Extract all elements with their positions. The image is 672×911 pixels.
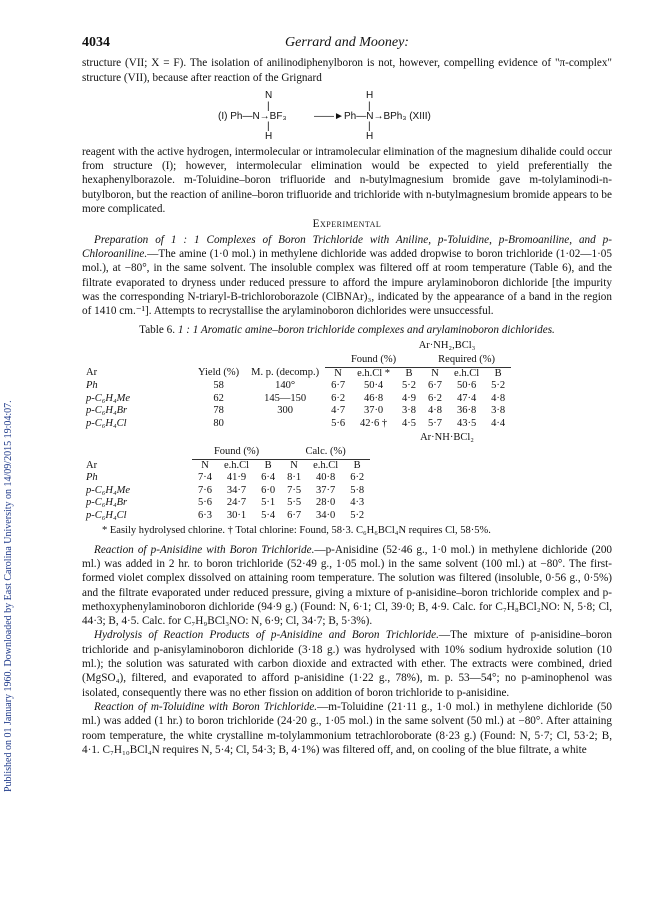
table-cell: 58 (213, 380, 224, 392)
running-title: Gerrard and Mooney: (285, 35, 409, 50)
table-cell: Ph (86, 472, 98, 484)
scheme-bond-bottom-right: | (368, 120, 371, 132)
part1-header-cell: e.h.Cl * (357, 367, 391, 379)
table-cell: 4·3 (350, 497, 365, 509)
table-cell: p-C₆H₄Me (86, 484, 131, 496)
table-cell: 36·8 (456, 405, 477, 417)
table-cell: 5·8 (350, 484, 365, 496)
table-cell: p-C₆H₄Cl (86, 417, 127, 429)
table-cell: 7·5 (287, 484, 302, 496)
reaction-paragraph-1 (82, 543, 612, 629)
table-cell: 37·0 (363, 405, 384, 417)
table-cell: 5·5 (287, 497, 302, 509)
table-cell: 6·2 (331, 392, 346, 404)
table-cell: 5·1 (261, 497, 276, 509)
table-cell: 7·6 (198, 484, 212, 496)
paper-page (82, 36, 612, 757)
table-cell: 30·1 (226, 509, 247, 521)
table-cell: p-C₆H₄Me (86, 392, 131, 404)
reaction-paragraph-2 (82, 628, 612, 699)
table-cell: 34·7 (226, 484, 247, 496)
part1-header-cell: N (431, 367, 439, 379)
part1-header-cell: M. p. (decomp.) (251, 367, 320, 379)
table-row (86, 472, 370, 485)
table-part1-column-headers (86, 367, 511, 380)
table-cell: 6·4 (261, 472, 276, 484)
table-part1-body (86, 380, 511, 430)
table-cell: 5·2 (350, 509, 365, 521)
table-cell: 4·4 (491, 417, 506, 429)
table-cell: 7·4 (198, 472, 212, 484)
part2-found-label: Found (%) (192, 446, 281, 459)
download-watermark (2, 120, 16, 800)
table-cell (245, 418, 325, 431)
table-part2-group-header (86, 446, 370, 459)
table-cell: 78 (213, 405, 224, 417)
part2-header-cell: e.h.Cl (224, 459, 250, 471)
reaction-3-body: —m-Toluidine (21·11 g., 1·0 mol.) in methylene dichloride (50 ml.) was added (1 hr.) to boron trichloride (24·20 g., 1·05 mol.) in the same solvent (50 ml.) at −80°. After attaining room temperature, the white crystalline m-tolylammonium tetrachloroborate (8·23 g.) (Found: N, 5·7; Cl, 53·2; B, 4·1. C₇H₁₀BCl₄N requires N, 5·4; Cl, 54·3; B, 4·1%) was filtered off, and, on cooling of the blue filtrate, a white (82, 700, 612, 756)
table-row (86, 485, 370, 498)
table-part1-compound: Ar·NH₂,BCl₃ (418, 339, 476, 351)
table-row (86, 405, 511, 418)
intro-paragraph: structure (VII; X = F). The isolation of anilinodiphenylboron is not, however, compelling evidence of "π-complex" structure (VII), because after reaction of the Grignard (82, 57, 612, 84)
table-caption (102, 323, 592, 337)
table-footnote: * Easily hydrolysed chlorine. † Total chlorine: Found, 58·3. C₆H₆BCl₄N requires Cl, 58·5%. (102, 525, 491, 537)
part1-header-cell: N (334, 367, 342, 379)
scheme-bond-top-left: | (267, 100, 270, 112)
table-cell: 4·8 (491, 392, 506, 404)
table-cell: 6·2 (428, 392, 443, 404)
part1-required-label: Required (%) (422, 354, 511, 367)
table-cell: 5·4 (261, 509, 276, 521)
table-cell: 4·8 (428, 405, 443, 417)
part2-header-cell: e.h.Cl (313, 459, 339, 471)
part2-header-cell: B (264, 459, 272, 471)
table-cell: 3·8 (491, 405, 506, 417)
reaction-2-title: Hydrolysis of Reaction Products of p-Anisidine and Boron Trichloride. (94, 629, 439, 642)
part1-header-cell: Yield (%) (198, 367, 240, 379)
part1-header-cell: B (494, 367, 502, 379)
reaction-scheme (82, 87, 612, 143)
scheme-bond-top-right: | (368, 100, 371, 112)
table-cell: 5·2 (491, 380, 506, 392)
table-row (86, 380, 511, 393)
table-cell: 40·8 (316, 472, 336, 484)
table-cell: 24·7 (226, 497, 247, 509)
table-row (86, 393, 511, 406)
scheme-atom-h-bottom-left: H (265, 130, 273, 142)
table-label: Table 6. (139, 324, 176, 337)
table-cell: 5·6 (331, 417, 346, 429)
table-cell: 4·9 (402, 392, 417, 404)
part2-header-cell: Ar (86, 459, 98, 471)
table-cell: 6·2 (350, 472, 365, 484)
part1-header-cell: e.h.Cl (454, 367, 480, 379)
table-part2 (86, 446, 370, 522)
table-cell: 47·4 (456, 392, 477, 404)
table-cell: 6·7 (331, 380, 346, 392)
table-cell: 5·6 (198, 497, 212, 509)
table-cell: 50·6 (456, 380, 477, 392)
table-cell: 42·6 † (360, 417, 388, 429)
table-part2-body (86, 472, 370, 522)
table-cell: p-C₆H₄Br (86, 405, 128, 417)
table-cell: p-C₆H₄Cl (86, 509, 127, 521)
preparation-body: —The amine (1·0 mol.) in methylene dichloride was added dropwise to boron trichloride (1·02—1·05 mol.), at −80°, in the same solvent. The insoluble complex was filtered off at room temperature (Table 6), and the filtrate evaporated to dryness under reduced pressure to afford the impure arylaminoboron dichloride [the impurity was the corresponding N-triaryl-B-trichloroborazole (ClBNAr)₃, indicated by the appearance of a band in the region of 1410 cm.⁻¹]. Attempts to recrystallise the arylaminoboron dichlorides were unsuccessful. (82, 247, 612, 318)
scheme-arrow: ——► (314, 110, 344, 122)
part2-header-cell: B (353, 459, 361, 471)
page-number: 4034 (82, 35, 110, 50)
table-cell: 4·5 (402, 417, 417, 429)
paragraph-after-scheme: reagent with the active hydrogen, intermolecular or intramolecular elimination of the magnesium dihalide could occur from structure (I); however, intermolecular elimination would be expected to yield preferentially the hexaphenylborazole. m-Toluidine–boron trifluoride and n-butylmagnesium bromide gave m-tolylaminodi-n-butylboron, but the reaction of aniline–boron trifluoride and trichloride with n-butylmagnesium bromide appears to be more complicated. (82, 145, 612, 216)
table-cell: 6·7 (428, 380, 443, 392)
table-cell: 6·3 (198, 509, 212, 521)
reaction-paragraph-3 (82, 700, 612, 757)
table-title: 1 : 1 Aromatic amine–boron trichloride complexes and arylaminoboron dichlorides. (177, 324, 555, 337)
part1-found-label: Found (%) (325, 354, 422, 367)
table-cell: 80 (213, 417, 224, 429)
table-part2-column-headers (86, 459, 370, 472)
table-cell: 300 (277, 405, 293, 417)
table-cell: p-C₆H₄Br (86, 497, 128, 509)
scheme-atom-h-top: H (366, 89, 374, 101)
table-part2-compound: Ar·NH·BCl₂ (420, 432, 474, 444)
table-cell: 6·7 (287, 509, 302, 521)
experimental-heading: Experimental (312, 218, 382, 231)
scheme-left-species: (I) Ph—N→BF₃ (218, 110, 287, 122)
table-row (86, 418, 511, 431)
table-cell: 145—150 (264, 392, 307, 404)
table-part1 (86, 354, 511, 430)
scheme-right-species: Ph—N→BPh₃ (XIII) (344, 110, 431, 122)
table-cell: 50·4 (363, 380, 384, 392)
scheme-atom-n-top: N (265, 89, 273, 101)
table-cell: 4·7 (331, 405, 346, 417)
page-header (82, 36, 612, 50)
table-cell: 8·1 (287, 472, 302, 484)
table-cell: 41·9 (226, 472, 247, 484)
table-cell: 37·7 (316, 484, 336, 496)
table-cell: 28·0 (316, 497, 336, 509)
reaction-1-body: —p-Anisidine (52·46 g., 1·0 mol.) in methylene dichloride (200 ml.) was added in 2 hr. to boron trichloride (52·49 g., 1·05 mol.) in the same solvent (100 ml.) at −80°. The first-formed violet complex dissolved on attaining room temperature. The solution was filtered (insoluble, 0·56 g., 0·5%) and the filtrate evaporated under reduced pressure, giving a mixture of p-anisidine–boron trichloride complex and p-methoxyphenylaminoboron dichloride (94·9 g.) (Found: N, 6·1; Cl, 39·0; B, 4·9. Calc. for C₇H₈BCl₂NO: N, 5·8; Cl, 44·3; B, 4·5. Calc. for C₇H₉BCl₃NO: N, 6·9; Cl, 34·7; B, 5·3%). (82, 543, 613, 628)
table-cell: 43·5 (456, 417, 477, 429)
preparation-title: Preparation of 1 : 1 Complexes of Boron Trichloride with Aniline, p-Toluidine, p-Bromoaniline, and p-Chloroaniline. (82, 233, 612, 260)
table-cell: 6·0 (261, 484, 276, 496)
part2-calc-label: Calc. (%) (281, 446, 370, 459)
scheme-bond-bottom-left: | (267, 120, 270, 132)
table-cell: 140° (275, 380, 296, 392)
part1-header-cell: Ar (86, 367, 98, 379)
reaction-1-title: Reaction of p-Anisidine with Boron Trichloride. (94, 543, 315, 556)
table-cell: 5·2 (402, 380, 417, 392)
table-cell: 34·0 (316, 509, 336, 521)
reaction-2-body: —The mixture of p-anisidine–boron trichloride and p-anisylaminoboron dichloride (3·18 g.) was hydrolysed with 10% sodium hydroxide solution (10 ml.); the solution was saturated with carbon dioxide and extracted with ether. The extracts were combined, dried (MgSO₄), filtered, and evaporated to afford p-anisidine (1·22 g., 78%), m. p. 53—54°; no p-aminophenol was isolated, consequently there was no ether fission on addition of boron trichloride to p-anisidine. (82, 629, 612, 699)
table-cell: 5·7 (428, 417, 443, 429)
scheme-atom-h-bottom-right: H (366, 130, 374, 142)
table-row (86, 510, 370, 523)
part2-header-cell: N (201, 459, 209, 471)
preparation-paragraph (82, 233, 612, 319)
part2-header-cell: N (290, 459, 298, 471)
table-row (86, 497, 370, 510)
table-cell: 3·8 (402, 405, 417, 417)
part1-header-cell: B (405, 367, 413, 379)
table-cell: Ph (86, 380, 98, 392)
reaction-3-title: Reaction of m-Toluidine with Boron Trichloride. (94, 700, 318, 713)
table-part1-group-header (86, 354, 511, 367)
download-watermark-text: Published on 01 January 1960. Downloaded by East Carolina University on 14/09/2015 19:04:07. (3, 400, 14, 792)
table-cell: 46·8 (363, 392, 384, 404)
table-cell: 62 (213, 392, 224, 404)
